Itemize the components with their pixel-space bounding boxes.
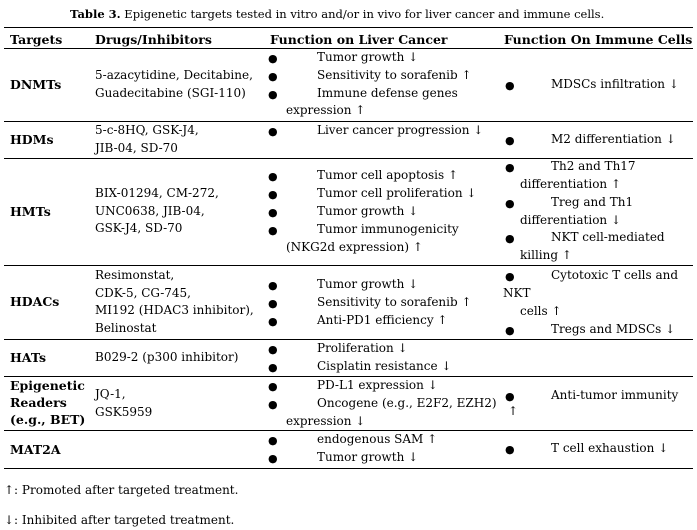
- row-target: [10, 131, 54, 149]
- bullet-icon: ●: [268, 452, 278, 465]
- immune-effect: ↑: [508, 404, 519, 418]
- immune-effect: Th2 and Th17: [551, 159, 636, 173]
- footnote-inhibited: ↓: Inhibited after targeted treatment.: [4, 513, 235, 527]
- bullet-icon: ●: [505, 79, 515, 92]
- liver-effect: Tumor cell apoptosis ↑: [317, 168, 459, 182]
- header-targets: Targets: [10, 32, 63, 47]
- row-target: [10, 377, 85, 428]
- liver-effect: Tumor growth ↓: [317, 50, 419, 64]
- target-line: HDACs: [10, 294, 60, 309]
- drug-line: UNC0638, JIB-04,: [95, 203, 205, 218]
- drug-line: Guadecitabine (SGI-110): [95, 85, 246, 100]
- header-immune-function: Function On Immune Cells: [504, 32, 693, 47]
- drug-line: B029-2 (p300 inhibitor): [95, 350, 239, 364]
- immune-effect: Treg and Th1: [551, 195, 634, 209]
- header-liver-function: Function on Liver Cancer: [270, 32, 448, 47]
- immune-effect: M2 differentiation ↓: [551, 132, 676, 146]
- bullet-icon: ●: [505, 161, 515, 174]
- table-bottom-rule: [4, 468, 693, 469]
- bullet-icon: ●: [505, 232, 515, 245]
- row-divider: [4, 265, 693, 266]
- bullet-icon: ●: [505, 134, 515, 147]
- immune-effect: MDSCs infiltration ↓: [551, 77, 679, 91]
- target-line: (e.g., BET): [10, 412, 86, 427]
- immune-effect: Tregs and MDSCs ↓: [551, 322, 676, 336]
- bullet-icon: ●: [268, 398, 278, 411]
- bullet-icon: ●: [268, 125, 278, 138]
- drug-line: Belinostat: [95, 320, 157, 335]
- bullet-icon: ●: [268, 380, 278, 393]
- immune-effect: NKT cell-mediated: [551, 230, 665, 244]
- immune-effect: T cell exhaustion ↓: [551, 441, 669, 455]
- liver-effect: Liver cancer progression ↓: [317, 123, 484, 137]
- bullet-icon: ●: [268, 279, 278, 292]
- bullet-icon: ●: [505, 390, 515, 403]
- table-top-rule: [4, 27, 693, 28]
- row-target: [10, 203, 51, 221]
- bullet-icon: ●: [268, 343, 278, 356]
- immune-effect: cells ↑: [520, 304, 562, 318]
- target-line: Readers: [10, 395, 67, 410]
- bullet-icon: ●: [268, 224, 278, 237]
- row-drugs: [95, 349, 238, 367]
- liver-effect: Tumor growth ↓: [317, 277, 419, 291]
- drug-line: JQ-1,: [95, 387, 126, 401]
- drug-line: 5-c-8HQ, GSK-J4,: [95, 123, 199, 137]
- bullet-icon: ●: [268, 88, 278, 101]
- liver-effect: Cisplatin resistance ↓: [317, 359, 452, 373]
- bullet-icon: ●: [268, 70, 278, 83]
- header-drugs: Drugs/Inhibitors: [95, 32, 212, 47]
- liver-effect: Sensitivity to sorafenib ↑: [317, 68, 472, 82]
- liver-effect: Sensitivity to sorafenib ↑: [317, 295, 472, 309]
- target-line: DNMTs: [10, 77, 62, 92]
- immune-effect: killing ↑: [520, 248, 572, 262]
- drug-line: MI192 (HDAC3 inhibitor),: [95, 303, 254, 318]
- target-line: HMTs: [10, 204, 51, 219]
- target-line: HDMs: [10, 132, 54, 147]
- liver-effect: Proliferation ↓: [317, 341, 408, 355]
- bullet-icon: ●: [268, 434, 278, 447]
- liver-effect: Tumor immunogenicity: [317, 222, 459, 236]
- drug-line: GSK5959: [95, 404, 153, 419]
- row-target: [10, 441, 61, 459]
- target-line: Epigenetic: [10, 378, 85, 393]
- drug-line: CDK-5, CG-745,: [95, 285, 191, 300]
- immune-effect: differentiation ↓: [520, 213, 622, 227]
- drug-line: Resimonstat,: [95, 268, 175, 282]
- bullet-icon: ●: [505, 270, 515, 283]
- row-drugs: [95, 67, 253, 102]
- drug-line: BIX-01294, CM-272,: [95, 186, 219, 200]
- immune-effect: Anti-tumor immunity: [551, 388, 679, 402]
- row-drugs: [95, 122, 199, 157]
- liver-effect: Anti-PD1 efficiency ↑: [317, 313, 448, 327]
- bullet-icon: ●: [268, 52, 278, 65]
- liver-effect: Tumor growth ↓: [317, 450, 419, 464]
- row-drugs: [95, 267, 254, 337]
- bullet-icon: ●: [268, 170, 278, 183]
- target-line: MAT2A: [10, 442, 61, 457]
- row-target: [10, 76, 61, 94]
- bullet-icon: ●: [268, 315, 278, 328]
- liver-effect: expression ↑: [286, 103, 366, 117]
- drug-line: GSK-J4, SD-70: [95, 221, 183, 236]
- liver-effect: PD-L1 expression ↓: [317, 378, 438, 392]
- liver-effect: Oncogene (e.g., E2F2, EZH2): [317, 396, 497, 410]
- bullet-icon: ●: [268, 297, 278, 310]
- liver-effect: expression ↓: [286, 414, 366, 428]
- footnote-promoted: ↑: Promoted after targeted treatment.: [4, 483, 239, 497]
- row-drugs: [95, 185, 219, 238]
- liver-effect: Tumor cell proliferation ↓: [317, 186, 477, 200]
- target-line: HATs: [10, 350, 47, 365]
- bullet-icon: ●: [268, 206, 278, 219]
- liver-effect: endogenous SAM ↑: [317, 432, 438, 446]
- caption-text: Epigenetic targets tested in vitro and/or in vivo for liver cancer and immune cells.: [120, 7, 605, 21]
- liver-effect: Immune defense genes: [317, 86, 458, 100]
- bullet-icon: ●: [505, 197, 515, 210]
- drug-line: JIB-04, SD-70: [95, 140, 178, 155]
- bullet-icon: ●: [505, 324, 515, 337]
- immune-effect: Cytotoxic T cells and: [551, 268, 679, 282]
- bullet-icon: ●: [268, 361, 278, 374]
- row-drugs: [95, 386, 152, 421]
- liver-effect: Tumor growth ↓: [317, 204, 419, 218]
- immune-effect: NKT: [503, 286, 531, 300]
- row-target: [10, 293, 59, 311]
- immune-effect: differentiation ↑: [520, 177, 622, 191]
- bullet-icon: ●: [268, 188, 278, 201]
- row-target: [10, 349, 46, 367]
- bullet-icon: ●: [505, 443, 515, 456]
- caption-label: Table 3.: [70, 7, 121, 21]
- table-caption: [70, 7, 604, 21]
- drug-line: 5-azacytidine, Decitabine,: [95, 68, 253, 82]
- liver-effect: (NKG2d expression) ↑: [286, 240, 423, 254]
